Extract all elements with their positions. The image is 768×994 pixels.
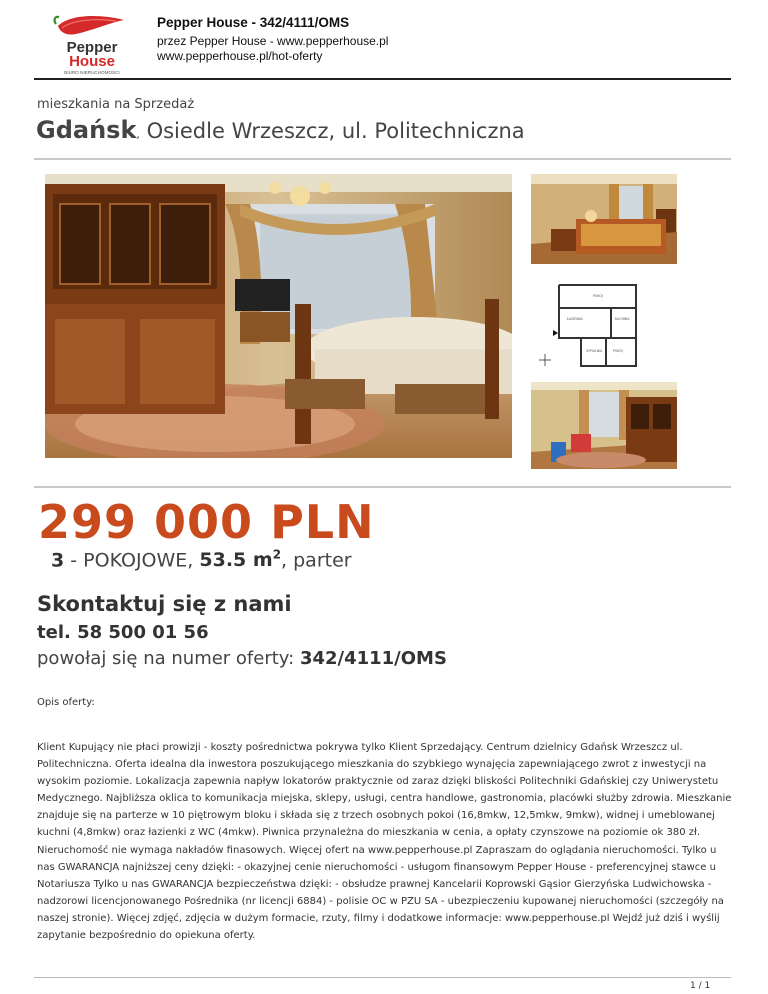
header-title: Pepper House - 342/4111/OMS bbox=[157, 15, 350, 30]
photo-floor-plan[interactable] bbox=[531, 278, 677, 373]
offer-reference-number: 342/4111/OMS bbox=[299, 648, 447, 669]
floor-info: , parter bbox=[281, 549, 352, 572]
svg-text:Pepper: Pepper bbox=[66, 39, 118, 56]
area-value: 53.5 m bbox=[199, 549, 273, 572]
listing-address: Osiedle Wrzeszcz, ul. Politechniczna bbox=[139, 119, 525, 143]
svg-text:SYPIALNIA: SYPIALNIA bbox=[586, 349, 603, 353]
room-count-label: - POKOJOWE, bbox=[64, 549, 200, 572]
description-label: Opis oferty: bbox=[37, 697, 95, 708]
contact-phone[interactable]: tel. 58 500 01 56 bbox=[37, 622, 209, 643]
footer-divider bbox=[34, 977, 731, 978]
offer-reference-label: powołaj się na numer oferty: bbox=[37, 648, 300, 669]
photo-room-with-cabinets[interactable] bbox=[531, 382, 677, 469]
svg-text:POKÓJ: POKÓJ bbox=[593, 294, 603, 298]
listing-city: Gdańsk bbox=[36, 116, 137, 144]
description-text: Klient Kupujący nie płaci prowizji - koszty pośrednictwa pokrywa tylko Klient Sprzedający. Centrum dzielnicy Gdańsk Wrzeszcz ul. Politechniczna. Oferta idealna dla inwestora poszukującego mieszkania do szybkiego wynajęcia zapewniającego zwrot z inwestycji na wysokim poziomie. Lokalizacja zapewnia napływ lokatorów praktycznie od zaraz dzięki bliskości Politechniki Gdańskiej czy Uniwerystetu Medycznego. Najbliższa oklica to komunikacja miejska, sklepy, usługi, centra handlowe, gastronomia, placówki służby zdrowia. Mieszkanie znajduje się na parterze w 10 piętrowym bloku i składa się z trzech osobnych pokoi (16,8mkw, 12,5mkw, 9mkw), widnej i umeblowanej kuchni (4,8mkw) oraz łazienki z WC (4mkw). Piwnica przynależna do mieszkania w cenia, a opłaty czynszowe na poziomie ok 380 zł. Nieruchomość nie wymaga nakładów finasowych. Więcej ofert na www.pepperhouse.pl Zapraszam do oglądania nieruchomości. Tylko u nas GWARANCJA najniższej ceny dzięki: - okazyjnej cenie nieruchomości - usługom finansowym Pepper House - preferencyjnej stawce u Notariusza Tylko u nas GWARANCJA bezpieczeństwa dzięki: - obsłudze prawnej Kancelarii Koprowski Gąsior Gierzyńska Ludwichowska - nadzorowi licencjonowanego Pośrednika (nr licencji 6884) - polisie OC w PZU SA - ubezpieczeniu kupowanej nieruchomości (szczegóły na naszej stronie). Więcej zdjęć, zdjęcia w dużym formacie, rzuty, filmy i dodatkowe informacje: www.pepperhouse.pl Wejdź już dziś i wyślij zapytanie bezpośrednio do opiekuna oferty. bbox=[37, 742, 732, 942]
price: 299 000 PLN bbox=[38, 495, 375, 549]
photos-divider bbox=[34, 486, 731, 488]
svg-text:ŁAZIENKA: ŁAZIENKA bbox=[567, 317, 583, 321]
svg-text:BIURO NIERUCHOMOŚCI: BIURO NIERUCHOMOŚCI bbox=[64, 70, 120, 75]
location-separator: , bbox=[136, 128, 140, 141]
main-photo-living-room[interactable] bbox=[45, 174, 512, 458]
svg-text:KUCHNIA: KUCHNIA bbox=[615, 317, 630, 321]
contact-heading: Skontaktuj się z nami bbox=[37, 592, 292, 616]
photo-bedroom[interactable] bbox=[531, 174, 677, 264]
offer-reference bbox=[37, 648, 447, 669]
svg-text:POKÓJ: POKÓJ bbox=[613, 349, 623, 353]
title-divider bbox=[34, 158, 731, 160]
page-number: 1 / 1 bbox=[690, 981, 711, 991]
room-count: 3 bbox=[51, 549, 65, 572]
pepper-house-logo bbox=[50, 12, 134, 76]
header-divider bbox=[34, 78, 731, 80]
area-unit-exponent: 2 bbox=[272, 548, 282, 562]
listing-location bbox=[36, 116, 525, 144]
listing-parameters bbox=[51, 548, 352, 571]
header-agency-line: przez Pepper House - www.pepperhouse.pl bbox=[157, 34, 389, 48]
header-hot-offers-link[interactable]: www.pepperhouse.pl/hot-oferty bbox=[157, 49, 323, 63]
listing-category: mieszkania na Sprzedaż bbox=[37, 97, 195, 112]
svg-text:House: House bbox=[69, 53, 115, 70]
